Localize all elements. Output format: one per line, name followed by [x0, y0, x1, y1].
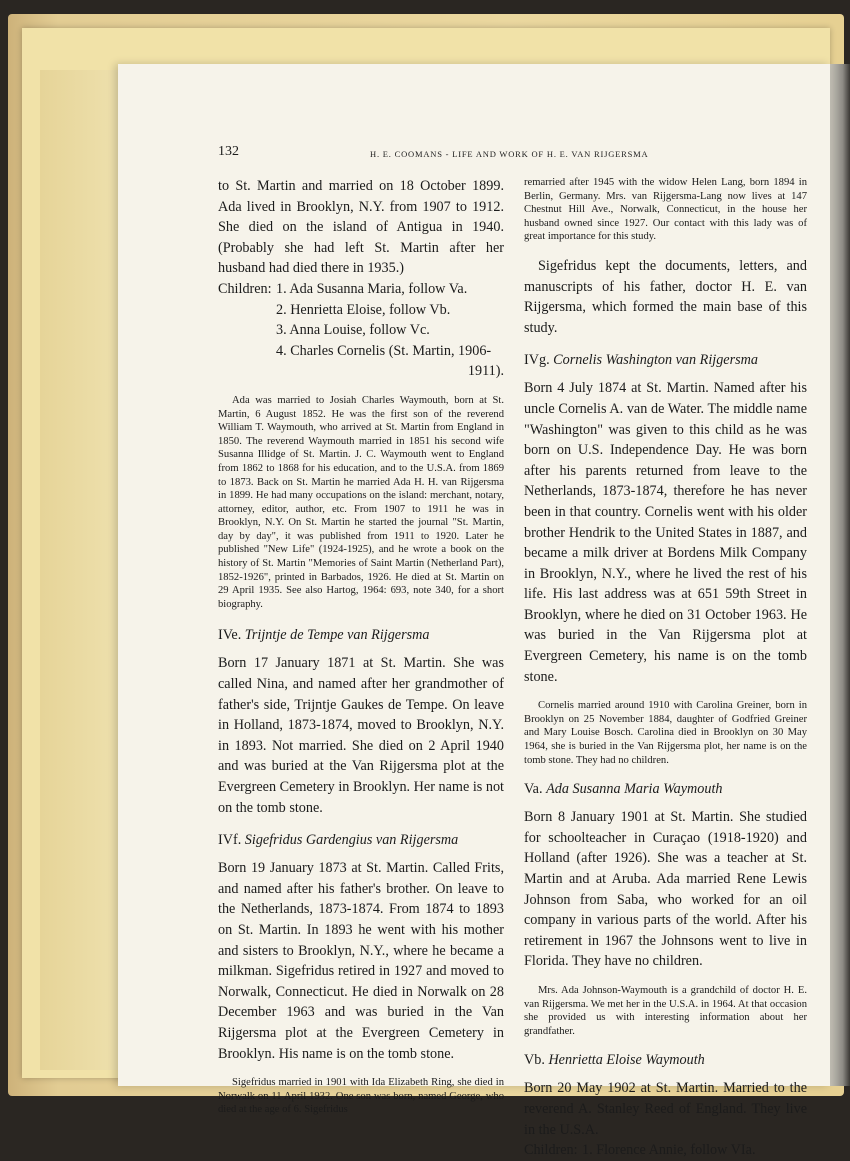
paragraph-cornelis: Born 4 July 1874 at St. Martin. Named after his uncle Cornelis A. van de Water. The middle name "Washington" was given to this child as he was born on U.S. Independence Day. He was born after his parents returned from leave to the Netherlands, 1873-1874, therefore he has never been in that country. Cornelis went with his older brother Hendrik to the United States in 1887, and became a milk driver at Bordens Milk Company in Brooklyn, N.Y., where he lived the rest of his life. His last address was at 651 59th Street in Brooklyn, where he died on 31 October 1963. He was buried in the Van Rijgersma plot at Evergreen Cemetery, his name is on the tomb stone. [524, 380, 807, 685]
paragraph-continuation: to St. Martin and married on 18 October 1899. Ada lived in Brooklyn, N.Y. from 1907 to 1912. She died on the island of Antigua in 1940. (Probably she had left St. Martin after her husband had died there in 1935.) [218, 178, 504, 277]
children-label: Children: [218, 280, 272, 297]
section-number: IVe. [218, 627, 242, 644]
section-title: Trijntje de Tempe van Rijgersma [244, 627, 430, 644]
section-number: Vb. [524, 1052, 545, 1069]
section-heading-ive [218, 625, 504, 645]
children-row [218, 300, 504, 321]
section-title: Cornelis Washington van Rijgersma [553, 352, 758, 369]
footnote-ada: Mrs. Ada Johnson-Waymouth is a grandchild of doctor H. E. van Rijgersma. We met her in the U.S.A. in 1964. At that occasion she provided us with interesting information about her grandfather. [524, 984, 807, 1037]
section-heading-ivf [218, 830, 504, 850]
section-number: Va. [524, 781, 543, 798]
children-label: Children: [524, 1142, 578, 1159]
running-title: H. E. COOMANS - LIFE AND WORK OF H. E. VAN RIJGERSMA [370, 149, 649, 159]
child-item: 2. Henrietta Eloise, follow Vb. [276, 301, 451, 318]
paragraph-documents: Sigefridus kept the documents, letters, and manuscripts of his father, doctor H. E. van Rijgersma, which formed the main base of this study. [524, 257, 807, 336]
child-item-continuation: 1911). [467, 363, 504, 380]
section-title: Henrietta Eloise Waymouth [548, 1052, 705, 1069]
child-item: 4. Charles Cornelis (St. Martin, 1906- [276, 342, 492, 359]
children-row [218, 279, 504, 300]
section-title: Sigefridus Gardengius van Rijgersma [244, 832, 459, 849]
paragraph-sigefridus: Born 19 January 1873 at St. Martin. Called Frits, and named after his father's brother. On leave to the Netherlands, 1873-1874. From 1874 to 1893 on St. Martin. In 1893 he went with his mother and sisters to Brooklyn, N.Y., where he became a milkman. Sigefridus retired in 1927 and moved to Norwalk, Connecticut. He died in Norwalk on 28 December 1963 and was buried in the Van Rijgersma plot at the Evergreen Cemetery in Brooklyn. His name is on the tomb stone. [218, 860, 504, 1062]
child-item: 1. Florence Annie, follow VIa. [582, 1142, 756, 1159]
page-number: 132 [218, 144, 239, 159]
child-item: 3. Anna Louise, follow Vc. [276, 322, 430, 339]
children-row [218, 341, 504, 362]
footnote-sigefridus: Sigefridus married in 1901 with Ida Elizabeth Ring, she died in Norwalk on 11 April 1932. One son was born, named George, who died at the age of 6. Sigefridus [218, 1077, 504, 1116]
children-list [524, 1140, 807, 1161]
paragraph-ada: Born 8 January 1901 at St. Martin. She studied for schoolteacher in Curaçao (1918-1920) and Holland (after 1926). She was a teacher at St. Martin and at Aruba. Ada married Rene Lewis Johnson from Saba, who worked for an oil company in various parts of the world. After his retirement in 1967 the Johnsons went to live in Florida. They have no children. [524, 809, 807, 970]
children-row [218, 320, 504, 341]
children-row [524, 1140, 807, 1161]
paragraph-henrietta: Born 20 May 1902 at St. Martin. Married to the reverend A. Stanley Reed of England. They live in the U.S.A. [524, 1080, 807, 1138]
book-page [118, 64, 830, 1159]
paragraph-trijntje: Born 17 January 1871 at St. Martin. She was called Nina, and named after her grandmother of father's side, Trijntje Gaukes de Tempe. On leave in Holland, 1873-1874, moved to Brooklyn, N.Y. in 1893. Not married. She died on 2 April 1940 and was buried at the Van Rijgersma plot at the Evergreen Cemetery in Brooklyn. Her name is not on the tomb stone. [218, 655, 504, 816]
footnote-cornelis: Cornelis married around 1910 with Carolina Greiner, born in Brooklyn on 25 November 1884, daughter of Godfried Greiner and Mary Louise Bosch. Carolina died in Brooklyn on 30 May 1964, she is buried in the Van Rijgersma plot, her name is on the tomb stone. They had no children. [524, 700, 807, 766]
child-item: 1. Ada Susanna Maria, follow Va. [276, 280, 468, 297]
section-heading-va [524, 779, 807, 799]
left-column [218, 176, 504, 1117]
footnote-waymouth: Ada was married to Josiah Charles Waymouth, born at St. Martin, 6 August 1852. He was the first son of the reverend William T. Waymouth, who arrived at St. Martin from England in 1850. The reverend Waymouth married in 1851 his second wife Susanna Illidge of St. Martin. J. C. Waymouth went to England from 1862 to 1868 for his education, and to the U.S.A. from 1869 to 1873. Back on St. Martin he married Ada H. H. van Rijgersma in 1899. He had many occupations on the island: merchant, notary, attorney, editor, author, etc. From 1907 to 1911 he was in Brooklyn, N.Y. On St. Martin he started the journal "St. Martin, day by day", it was published from 1911 to 1920. Later he published "New Life" (1924-1925), and he wrote a book on the history of St. Martin "Memories of Saint Martin (Netherland Part), 1852-1926", printed in Barbados, 1926. He died at St. Martin on 29 April 1935. See also Hartog, 1964: 693, note 340, for a short biography. [218, 394, 504, 610]
section-number: IVg. [524, 352, 550, 369]
children-list [218, 279, 504, 382]
section-heading-vb [524, 1050, 807, 1070]
section-number: IVf. [218, 832, 242, 849]
footnote-continuation: remarried after 1945 with the widow Helen Lang, born 1894 in Berlin, Germany. Mrs. van Rijgersma-Lang now lives at 147 Chestnut Hill Ave., Norwalk, Connecticut, in the house her husband owned since 1927. Our contact with this lady was of great importance for this study. [524, 177, 807, 243]
section-title: Ada Susanna Maria Waymouth [546, 781, 723, 798]
section-heading-ivg [524, 350, 807, 370]
right-column [524, 176, 807, 1161]
